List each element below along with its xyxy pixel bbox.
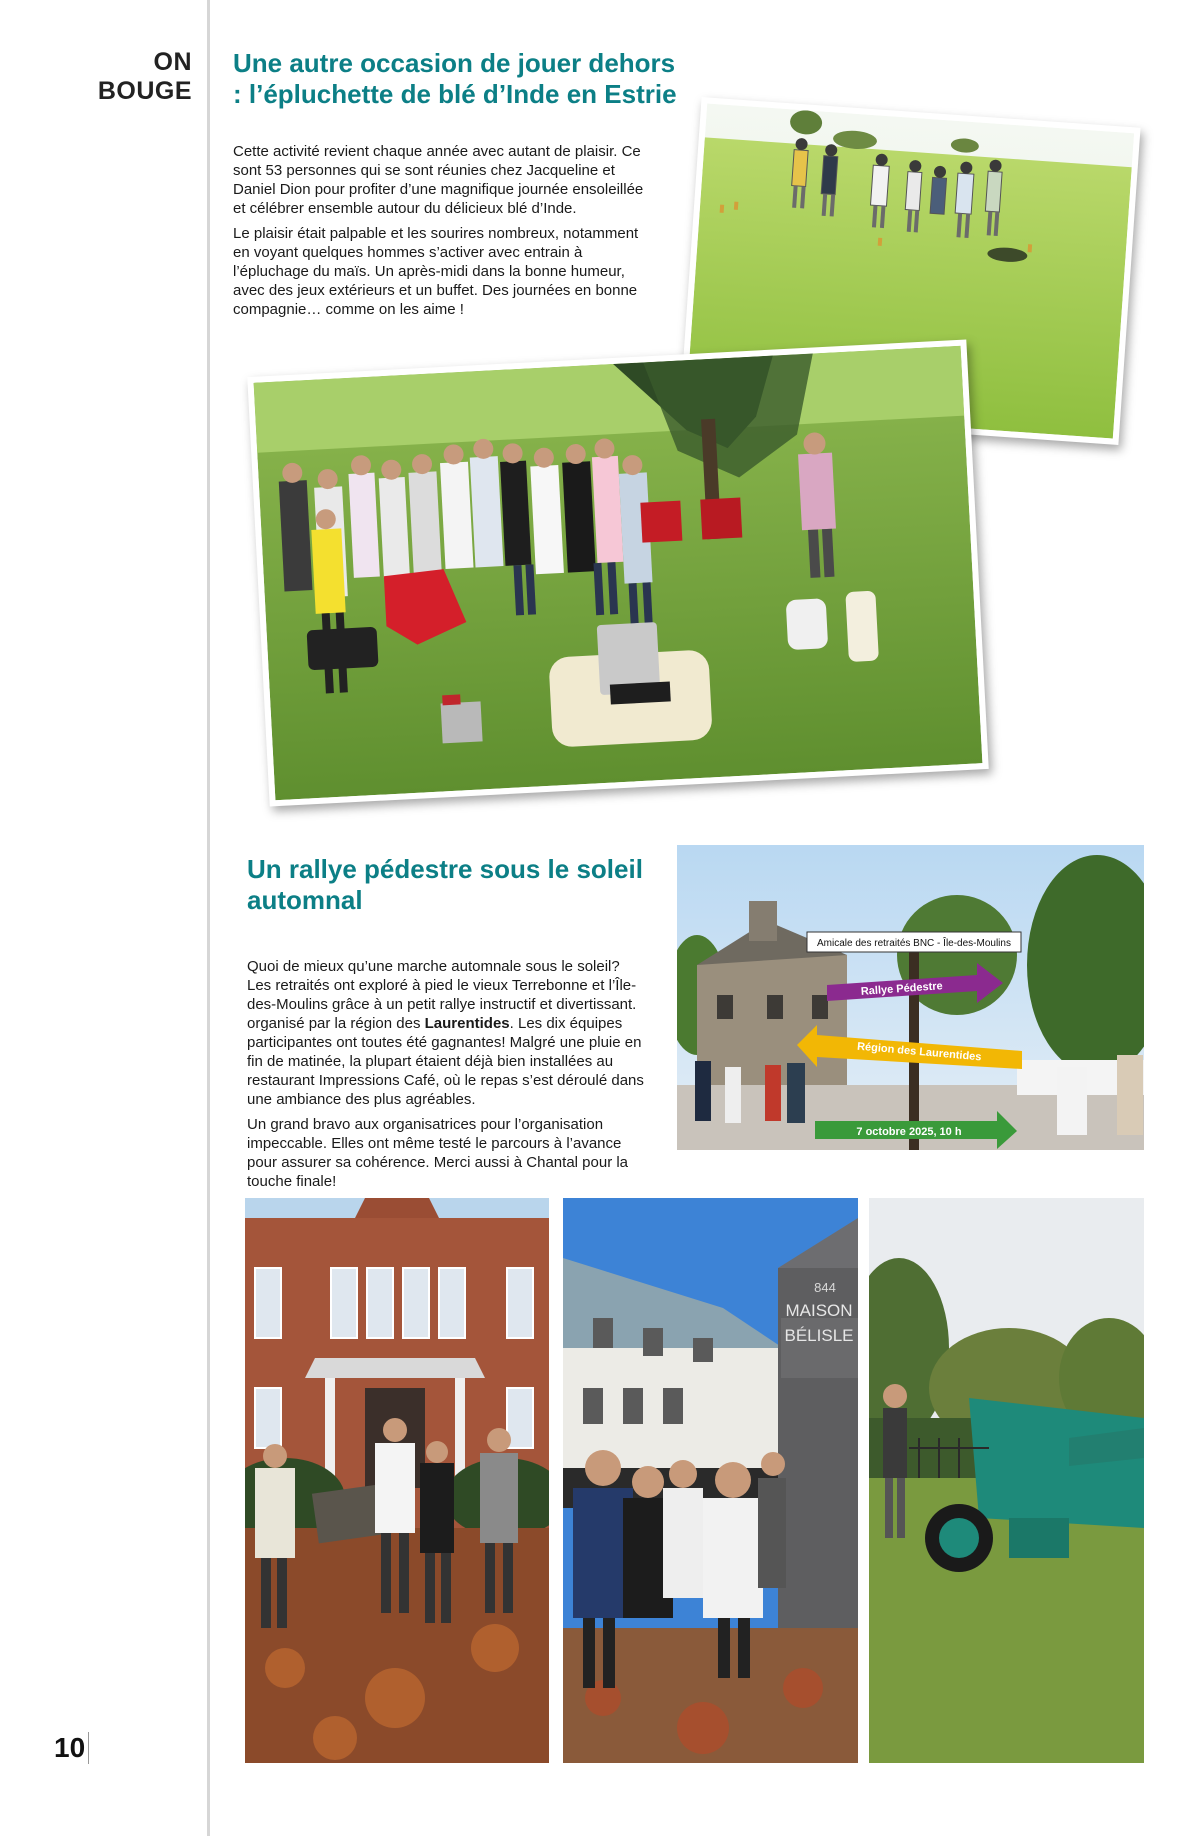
article2-title: Un rallye pédestre sous le soleil automnal [247,854,643,915]
rally-signpost-image [677,845,1144,1150]
section-tag-line2: BOUGE [97,77,192,105]
article1-title: Une autre occasion de jouer dehors : l’épluchette de blé d’Inde en Estrie [233,48,677,109]
photo-brick-building [245,1198,549,1763]
section-tag-line1: ON [153,48,192,76]
section-tag [88,48,192,106]
article2-paragraph-1-start: Quoi de mieux qu’une marche automnale sous le soleil? Les retraités ont exploré à pied le vieux Terrebonne et l’Île-des-Moulins grâce à un petit rallye instructif et divertissant. organisé par la région des [247,958,637,1032]
article2-paragraph-1 [247,957,647,1109]
article2-paragraph-1-end: . Les dix équipes participantes ont toutes été gagnantes! Malgré une pluie en fin de matinée, la plupart étaient déjà bien installées au restaurant Impressions Café, où le repas s’est déroulé dans une ambiance des plus agréables. [247,1015,644,1108]
article2-body [247,957,647,1197]
article1-body [233,142,653,325]
page-number: 10 [54,1732,86,1763]
article2-paragraph-2: Un grand bravo aux organisatrices pour l’organisation impeccable. Elles ont même testé le parcours à l’avance pour assurer sa cohérence. Merci aussi à Chantal pour la touche finale! [247,1116,629,1190]
article1-paragraph-2: Le plaisir était palpable et les sourires nombreux, notamment en voyant quelques hommes s’activer avec entrain à l’épluchage du maïs. Un après-midi dans la bonne humeur, avec des jeux extérieurs et un buffet. Des journées en bonne compagnie… comme on les aime ! [233,225,639,318]
maison-number-text: 844 [814,1280,836,1295]
cannon-park-image [869,1198,1144,1763]
sign-green-arrow-text: 7 octobre 2025, 10 h [856,1126,962,1138]
page-number-rule [88,1732,89,1764]
article1-paragraph-1: Cette activité revient chaque année avec autant de plaisir. Ce sont 53 personnes qui se sont réunies chez Jacqueline et Daniel Dion pour profiter d’une magnifique journée ensoleillée et célébrer ensemble autour du délicieux blé d’Inde. [233,143,644,217]
photo-cannon-park [869,1198,1144,1763]
photo-maison-belisle [563,1198,858,1763]
photo-group-corn-roast [247,339,989,806]
maison-line1-text: MAISON [785,1301,853,1320]
brick-building-image [245,1198,549,1763]
group-corn-roast-image [254,346,983,800]
sign-purple-arrow-text: Rallye Pédestre [860,980,944,998]
sidebar-rule [207,0,210,1836]
sign-banner-text: Amicale des retraités BNC - Île-des-Moulins [817,938,1011,949]
sign-yellow-arrow-text: Région des Laurentides [856,1040,982,1064]
photo-rally-signpost [677,845,1144,1150]
maison-line2-text: BÉLISLE [784,1326,854,1345]
maison-belisle-image [563,1198,858,1763]
article2-paragraph-1-bold: Laurentides [424,1015,510,1032]
